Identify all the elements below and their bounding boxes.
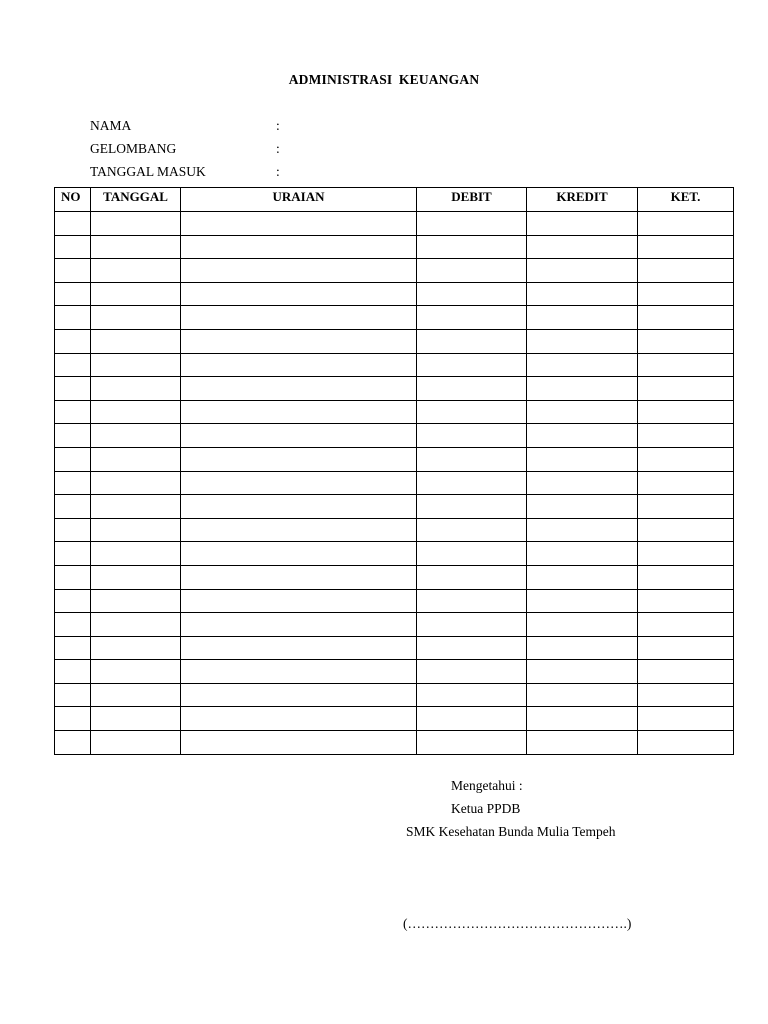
table-cell[interactable] [527,660,638,684]
table-cell[interactable] [417,329,527,353]
table-cell[interactable] [527,282,638,306]
table-cell[interactable] [638,660,734,684]
table-cell[interactable] [181,424,417,448]
table-cell[interactable] [417,377,527,401]
table-cell[interactable] [638,731,734,755]
table-cell[interactable] [527,424,638,448]
table-cell[interactable] [181,707,417,731]
field-gelombang [90,141,280,157]
table-cell[interactable] [638,589,734,613]
table-cell[interactable] [527,683,638,707]
table-cell[interactable] [181,518,417,542]
table-cell[interactable] [55,377,91,401]
table-cell[interactable] [181,731,417,755]
table-cell[interactable] [55,400,91,424]
table-cell[interactable] [527,565,638,589]
table-row [55,636,734,660]
table-row [55,683,734,707]
table-cell[interactable] [91,400,181,424]
table-cell[interactable] [417,565,527,589]
table-cell[interactable] [181,683,417,707]
table-cell[interactable] [417,353,527,377]
table-row [55,329,734,353]
table-cell[interactable] [55,282,91,306]
table-row [55,306,734,330]
table-cell[interactable] [638,424,734,448]
field-separator: : [276,118,280,133]
table-cell[interactable] [55,542,91,566]
signer-position: Ketua PPDB [451,801,521,816]
field-separator: : [276,141,280,156]
table-cell[interactable] [91,471,181,495]
column-header-kredit: KREDIT [527,188,638,212]
table-cell[interactable] [55,471,91,495]
table-row [55,235,734,259]
table-cell[interactable] [181,377,417,401]
table-row [55,447,734,471]
table-cell[interactable] [55,329,91,353]
table-cell[interactable] [417,589,527,613]
table-cell[interactable] [638,353,734,377]
table-cell[interactable] [55,589,91,613]
table-cell[interactable] [638,613,734,637]
table-cell[interactable] [527,400,638,424]
table-cell[interactable] [527,377,638,401]
table-cell[interactable] [55,353,91,377]
table-cell[interactable] [181,542,417,566]
table-cell[interactable] [91,636,181,660]
table-cell[interactable] [417,282,527,306]
table-cell[interactable] [417,518,527,542]
table-row [55,495,734,519]
table-cell[interactable] [181,400,417,424]
table-cell[interactable] [181,589,417,613]
table-row [55,565,734,589]
table-cell[interactable] [55,683,91,707]
table-cell[interactable] [527,707,638,731]
table-cell[interactable] [181,259,417,283]
table-cell[interactable] [527,542,638,566]
table-cell[interactable] [181,353,417,377]
table-cell[interactable] [181,495,417,519]
table-cell[interactable] [527,306,638,330]
table-cell[interactable] [91,306,181,330]
table-row [55,400,734,424]
table-cell[interactable] [55,707,91,731]
table-row [55,212,734,236]
table-cell[interactable] [55,447,91,471]
table-cell[interactable] [527,259,638,283]
table-cell[interactable] [55,636,91,660]
table-cell[interactable] [55,518,91,542]
column-header-ket: KET. [638,188,734,212]
table-cell[interactable] [181,471,417,495]
column-header-uraian: URAIAN [181,188,417,212]
table-cell[interactable] [638,707,734,731]
table-row [55,377,734,401]
table-cell[interactable] [527,518,638,542]
table-cell[interactable] [417,212,527,236]
ledger-table [54,187,734,755]
field-label: TANGGAL MASUK [90,164,206,179]
acknowledged-label: Mengetahui : [451,778,523,793]
field-nama [90,118,280,134]
table-body [55,212,734,755]
table-cell[interactable] [181,329,417,353]
table-cell[interactable] [417,707,527,731]
table-cell[interactable] [91,447,181,471]
table-cell[interactable] [527,731,638,755]
table-row [55,660,734,684]
table-cell[interactable] [55,495,91,519]
table-cell[interactable] [91,495,181,519]
table-cell[interactable] [181,212,417,236]
table-cell[interactable] [91,542,181,566]
table-cell[interactable] [91,212,181,236]
table-row [55,353,734,377]
table-row [55,707,734,731]
table-cell[interactable] [91,377,181,401]
table-cell[interactable] [181,565,417,589]
table-cell[interactable] [417,306,527,330]
table-cell[interactable] [417,424,527,448]
table-cell[interactable] [638,471,734,495]
table-cell[interactable] [181,613,417,637]
table-cell[interactable] [417,259,527,283]
table-cell[interactable] [527,235,638,259]
table-cell[interactable] [417,235,527,259]
table-cell[interactable] [91,282,181,306]
table-cell[interactable] [527,353,638,377]
table-cell[interactable] [55,212,91,236]
table-cell[interactable] [638,329,734,353]
table-cell[interactable] [55,259,91,283]
table-cell[interactable] [91,589,181,613]
table-cell[interactable] [527,495,638,519]
table-row [55,471,734,495]
table-cell[interactable] [527,447,638,471]
table-cell[interactable] [91,613,181,637]
table-cell[interactable] [527,212,638,236]
table-row [55,424,734,448]
table-row [55,613,734,637]
field-tanggal-masuk [90,164,280,180]
table-cell[interactable] [181,447,417,471]
table-cell[interactable] [638,377,734,401]
table-cell[interactable] [55,565,91,589]
table-cell[interactable] [638,400,734,424]
document-title: ADMINISTRASI KEUANGAN [288,72,480,87]
field-label: GELOMBANG [90,141,177,156]
table-cell[interactable] [181,235,417,259]
table-row [55,518,734,542]
table-row [55,589,734,613]
table-cell[interactable] [417,495,527,519]
table-cell[interactable] [527,613,638,637]
signature-name-line: (………………………………………….) [403,916,632,931]
column-header-debit: DEBIT [417,188,527,212]
column-header-tanggal: TANGGAL [91,188,181,212]
table-cell[interactable] [91,518,181,542]
table-cell[interactable] [55,306,91,330]
table-cell[interactable] [55,235,91,259]
table-cell[interactable] [91,683,181,707]
table-cell[interactable] [91,707,181,731]
table-row [55,542,734,566]
table-cell[interactable] [91,259,181,283]
table-cell[interactable] [417,542,527,566]
table-cell[interactable] [91,565,181,589]
table-cell[interactable] [417,400,527,424]
table-cell[interactable] [91,235,181,259]
table-cell[interactable] [638,683,734,707]
table-cell[interactable] [55,613,91,637]
table-header-row [55,188,734,212]
table-cell[interactable] [91,353,181,377]
table-cell[interactable] [417,447,527,471]
table-row [55,731,734,755]
table-cell[interactable] [638,235,734,259]
table-cell[interactable] [527,329,638,353]
table-cell[interactable] [638,636,734,660]
table-cell[interactable] [527,636,638,660]
table-cell[interactable] [55,424,91,448]
table-cell[interactable] [527,471,638,495]
table-row [55,259,734,283]
table-cell[interactable] [638,259,734,283]
column-header-no: NO [55,188,91,212]
table-cell[interactable] [638,565,734,589]
table-cell[interactable] [55,660,91,684]
table-cell[interactable] [417,731,527,755]
table-cell[interactable] [417,683,527,707]
table-cell[interactable] [638,518,734,542]
table-cell[interactable] [91,329,181,353]
table-cell[interactable] [638,306,734,330]
table-cell[interactable] [638,542,734,566]
table-cell[interactable] [91,731,181,755]
table-cell[interactable] [417,613,527,637]
table-cell[interactable] [91,660,181,684]
table-cell[interactable] [638,447,734,471]
table-cell[interactable] [181,306,417,330]
table-cell[interactable] [181,636,417,660]
table-cell[interactable] [91,424,181,448]
table-row [55,282,734,306]
table-cell[interactable] [638,495,734,519]
signer-institution: SMK Kesehatan Bunda Mulia Tempeh [406,824,616,839]
field-separator: : [276,164,280,179]
table-cell[interactable] [638,212,734,236]
table-cell[interactable] [181,660,417,684]
field-label: NAMA [90,118,132,133]
table-cell[interactable] [638,282,734,306]
table-cell[interactable] [181,282,417,306]
table-cell[interactable] [417,636,527,660]
table-cell[interactable] [527,589,638,613]
table-cell[interactable] [417,471,527,495]
table-cell[interactable] [417,660,527,684]
table-cell[interactable] [55,731,91,755]
